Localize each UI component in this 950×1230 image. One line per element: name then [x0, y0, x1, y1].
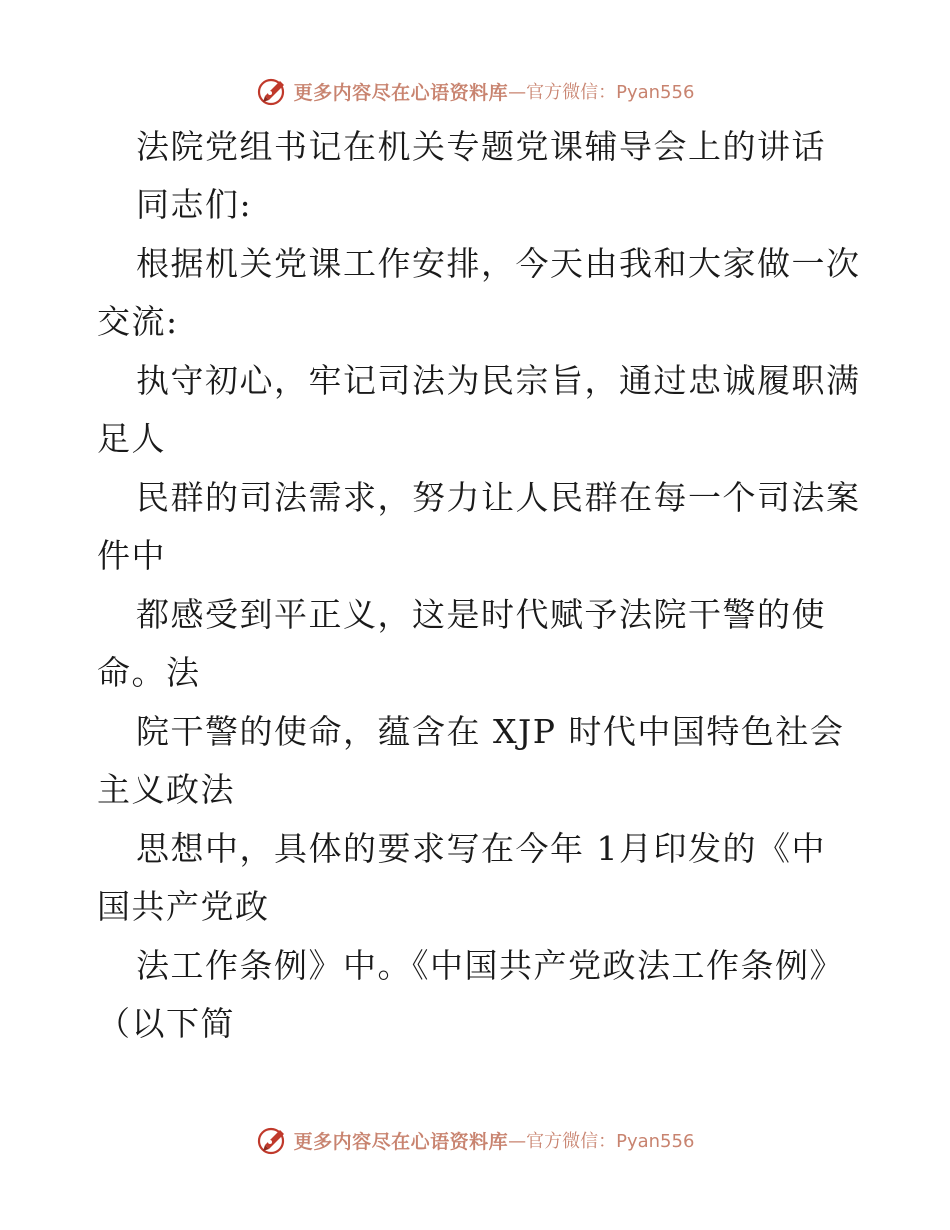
pen-logo-icon	[256, 1123, 290, 1157]
text-line: 命。法	[97, 653, 201, 692]
header-watermark	[0, 71, 950, 111]
text-line: 法工作条例》中。《中国共产党政法工作条例》	[136, 946, 844, 985]
text-line: 交流:	[97, 302, 179, 341]
pen-logo-icon	[256, 74, 290, 108]
text-line: 院干警的使命，蕴含在 XJP 时代中国特色社会	[136, 712, 845, 751]
text-line: 执守初心，牢记司法为民宗旨，通过忠诚履职满	[136, 361, 861, 400]
text-line: 根据机关党课工作安排，今天由我和大家做一次	[136, 244, 861, 283]
text-line: 国共产党政	[97, 887, 270, 926]
watermark-contact: —官方微信：Pyan556	[508, 1131, 695, 1152]
watermark-site-name: 更多内容尽在心语资料库	[293, 81, 509, 104]
text-line: （以下简	[97, 1004, 235, 1043]
text-line: 同志们:	[136, 185, 253, 224]
watermark-site-name: 更多内容尽在心语资料库	[293, 1130, 509, 1153]
text-line: 都感受到平正义，这是时代赋予法院干警的使	[136, 595, 826, 634]
watermark-contact: —官方微信：Pyan556	[508, 82, 695, 103]
document-title: 法院党组书记在机关专题党课辅导会上的讲话	[136, 127, 826, 166]
text-line: 足人	[97, 419, 166, 458]
text-line: 民群的司法需求，努力让人民群在每一个司法案	[136, 478, 861, 517]
text-line: 主义政法	[97, 770, 235, 809]
text-line: 件中	[97, 536, 166, 575]
footer-watermark	[0, 1120, 950, 1160]
text-line: 思想中，具体的要求写在今年 1月印发的《中	[136, 829, 826, 868]
